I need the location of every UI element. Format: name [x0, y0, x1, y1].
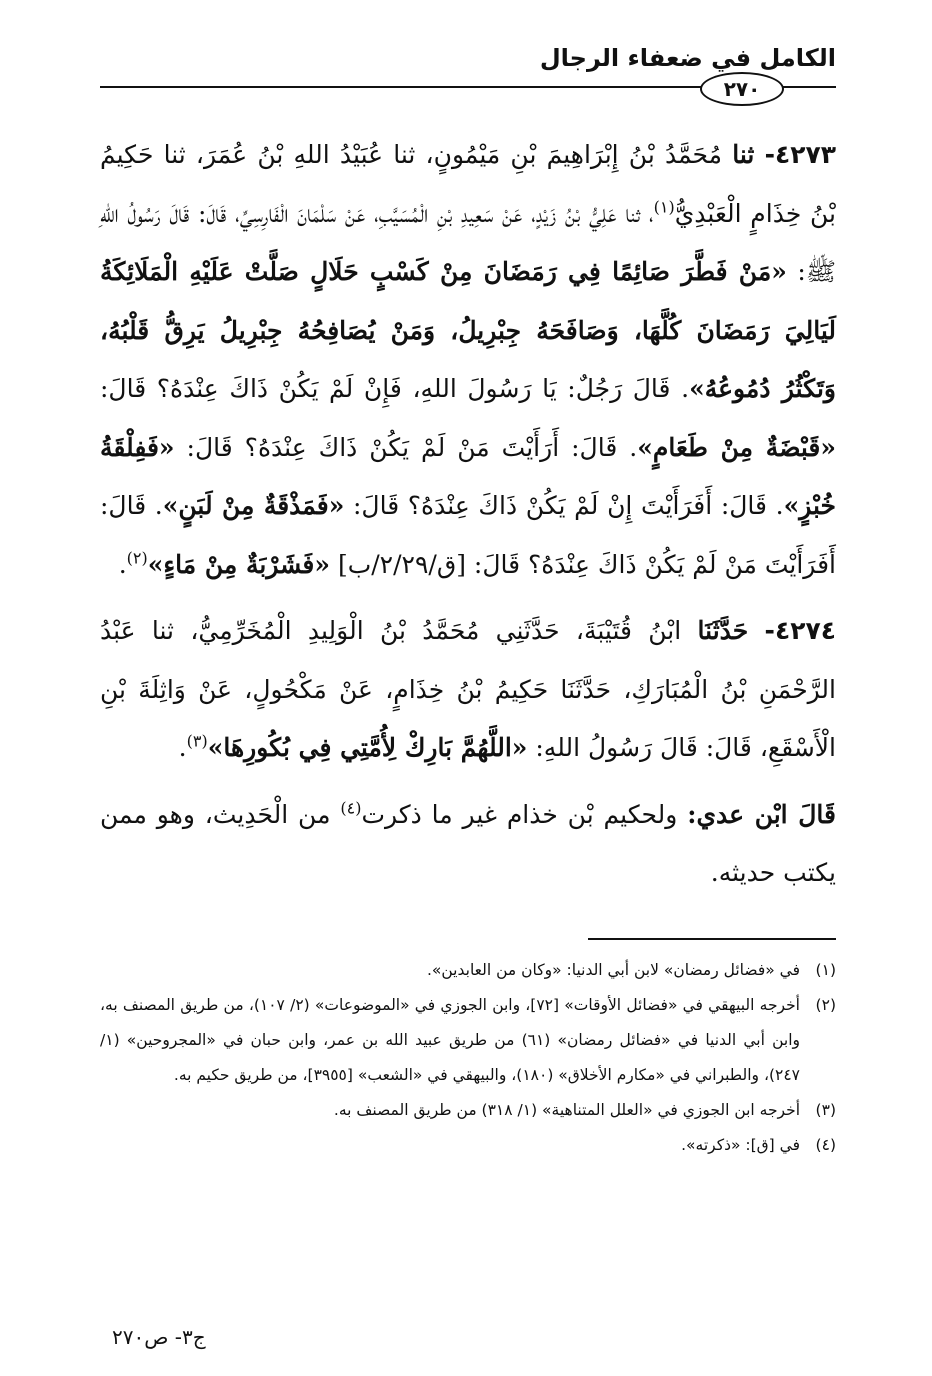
matn-text: «فَشَرْبَةٌ مِنْ مَاءٍ»: [147, 549, 330, 579]
narration-text: . قَالَ: أَفَرَأَيْتَ إِنْ لَمْ يَكُنْ ذَاكَ عِنْدَهُ؟ قَالَ:: [352, 491, 784, 520]
footnote-ref[interactable]: (٤): [340, 798, 362, 818]
sentence-end: .: [178, 733, 187, 762]
footnote-number: (٣): [815, 1101, 836, 1119]
hadith-4273: [100, 126, 836, 594]
narration-text: . قَالَ: أَرَأَيْتَ مَنْ لَمْ يَكُنْ ذَاكَ عِنْدَهُ؟ قَالَ:: [186, 432, 638, 462]
narration-opening: حَدَّثَنَا: [697, 616, 749, 645]
narration-opening: ثنا: [732, 140, 755, 169]
matn-text: «قَبْضَةٌ مِنْ طَعَامٍ»: [637, 432, 836, 462]
hadith-number: ٤٢٧٣-: [764, 140, 836, 169]
footnote-item: [100, 1128, 836, 1163]
ibn-adi-comment: [100, 786, 836, 903]
footnote-ref[interactable]: (١): [653, 197, 675, 217]
page-number-badge: ٢٧٠: [700, 72, 784, 106]
isnad-text: مُحَمَّدُ بْنُ إِبْرَاهِيمَ بْنِ مَيْمُونٍ، ثنا عُبَيْدُ اللهِ بْنُ عُمَرَ، ثنا حَكِيمُ بْنُ خِذَامٍ الْعَبْدِيُّ: [100, 140, 836, 228]
isnad-text: ابْنُ قُتَيْبَةَ، حَدَّثَنِي مُحَمَّدُ بْنُ الْوَلِيدِ الْمُخَرِّمِيُّ، ثنا عَبْدُ الرَّحْمَنِ بْنُ الْمُبَارَكِ، حَدَّثَنَا حَكِيمُ بْنُ خِذَامٍ، عَنْ مَكْحُولٍ، عَنْ وَاثِلَةَ بْنِ الْأَسْقَعِ، قَالَ: قَالَ رَسُولُ اللهِ:: [100, 616, 836, 762]
comment-text: ولحكيم بْن خذام غير ما ذكرت: [361, 799, 678, 829]
footnote-text: أخرجه البيهقي في «فضائل الأوقات» [٧٢]، وابن الجوزي في «الموضوعات» (٢/ ١٠٧)، من طريق المصنف به، وابن أبي الدنيا في «فضائل رمضان» (٦١) من طريق عبيد الله بن عمر، وابن حبان في «المجروحين» (١/ ٢٤٧)، والطبراني في «مكارم الأخلاق» (١٨٠)، والبيهقي في «الشعب» [٣٩٥٥]، من طريق حكيم به.: [100, 996, 801, 1084]
narration-text: . قَالَ: أَفَرَأَيْتَ مَنْ لَمْ يَكُنْ ذَاكَ عِنْدَهُ؟ قَالَ: [ق/٢/٢٩/ب]: [100, 491, 836, 579]
sentence-end: .: [118, 549, 127, 579]
volume-page-reference: ج٣- ص٢٧٠: [112, 1325, 206, 1349]
footnote-ref[interactable]: (٢): [126, 548, 148, 568]
footnote-text: في «فضائل رمضان» لابن أبي الدنيا: «وكان من العابدين».: [426, 961, 800, 979]
matn-text: «مَنْ فَطَّرَ صَائِمًا فِي رَمَضَانَ مِنْ كَسْبٍ حَلَالٍ صَلَّتْ عَلَيْهِ الْمَلَائِكَةُ لَيَالِيَ رَمَضَانَ كُلَّهَا، وَصَافَحَهُ جِبْرِيلُ، وَمَنْ يُصَافِحُهُ جِبْرِيلُ يَرِقُّ قَلْبُهُ، وَتَكْثُرُ دُمُوعُهُ»: [100, 257, 836, 403]
matn-text: «فَفِلْقَةُ خُبْزٍ»: [100, 432, 836, 520]
matn-text: «فَمَذْقَةٌ مِنْ لَبَنٍ»: [162, 491, 345, 520]
footnote-rule: [588, 938, 836, 940]
footnotes: [100, 953, 836, 1163]
comment-text: من الْحَدِيث، وهو ممن يكتب حديثه.: [100, 799, 836, 887]
footnote-number: (٢): [815, 996, 836, 1014]
footnote-number: (٤): [815, 1136, 836, 1154]
comment-speaker: قَالَ ابْن عدي:: [687, 799, 836, 829]
footnote-item: [100, 988, 836, 1093]
footnote-number: (١): [815, 961, 836, 979]
footnote-text: أخرجه ابن الجوزي في «العلل المتناهية» (١/ ٣١٨) من طريق المصنف به.: [333, 1101, 800, 1119]
hadith-number: ٤٢٧٤-: [764, 616, 836, 645]
footnote-text: في [ق]: «ذكرته».: [681, 1136, 800, 1154]
footnote-ref[interactable]: (٣): [186, 731, 208, 751]
main-text: [100, 126, 836, 911]
narration-text: . قَالَ رَجُلٌ: يَا رَسُولَ اللهِ، فَإِنْ لَمْ يَكُنْ ذَاكَ عِنْدَهُ؟ قَالَ:: [100, 374, 690, 403]
matn-text: «اللَّهُمَّ بَارِكْ لِأُمَّتِي فِي بُكُورِهَا»: [207, 733, 528, 762]
footnote-item: [100, 1093, 836, 1128]
hadith-4274: [100, 602, 836, 778]
running-title: الكامل في ضعفاء الرجال: [539, 44, 836, 72]
isnad-text: ، ثنا عَلِيُّ بْنُ زَيْدٍ، عَنْ سَعِيدِ بْنِ الْمُسَيَّبِ، عَنْ سَلْمَانَ الْفَارِسِيِّ، قَالَ: قَالَ رَسُولُ اللهِ ﷺ:: [100, 198, 837, 286]
footnote-item: [100, 953, 836, 988]
